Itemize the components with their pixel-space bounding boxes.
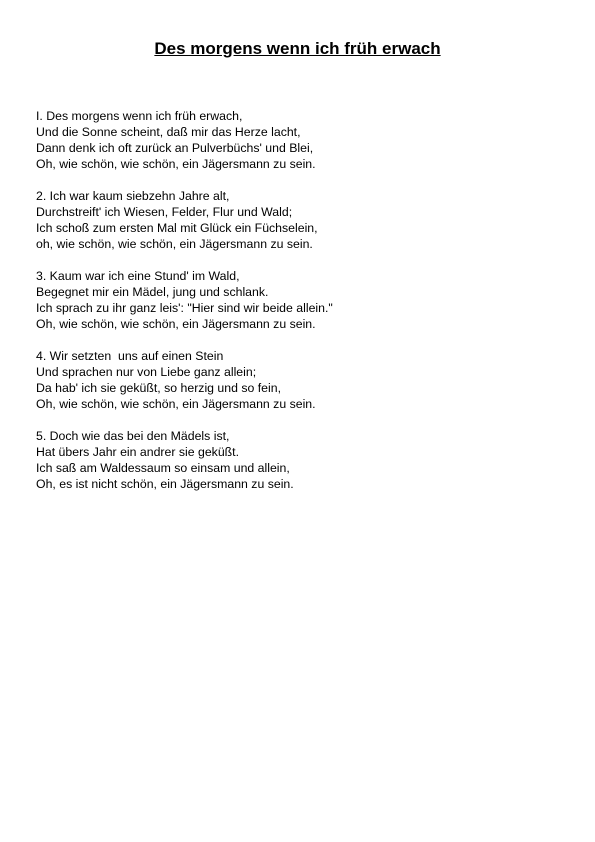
verse-line: 4. Wir setzten uns auf einen Stein: [36, 349, 224, 363]
verse-line: Oh, wie schön, wie schön, ein Jägersmann zu sein.: [36, 317, 316, 331]
stanza-1: [36, 108, 576, 172]
verse-line: Und sprachen nur von Liebe ganz allein;: [36, 365, 257, 379]
verse-line: 3. Kaum war ich eine Stund' im Wald,: [36, 269, 240, 283]
verse-line: oh, wie schön, wie schön, ein Jägersmann zu sein.: [36, 237, 313, 251]
verse-line: Dann denk ich oft zurück an Pulverbüchs' und Blei,: [36, 141, 314, 155]
verse-line: Ich saß am Waldessaum so einsam und allein,: [36, 461, 290, 475]
page-title: Des morgens wenn ich früh erwach: [154, 39, 441, 58]
verse-line: 5. Doch wie das bei den Mädels ist,: [36, 429, 230, 443]
verse-line: Oh, wie schön, wie schön, ein Jägersmann zu sein.: [36, 157, 316, 171]
verse-line: Und die Sonne scheint, daß mir das Herze lacht,: [36, 125, 301, 139]
verse-line: 2. Ich war kaum siebzehn Jahre alt,: [36, 189, 230, 203]
verse-line: Oh, wie schön, wie schön, ein Jägersmann zu sein.: [36, 397, 316, 411]
verses: [36, 108, 576, 508]
verse-line: Da hab' ich sie geküßt, so herzig und so fein,: [36, 381, 282, 395]
verse-line: I. Des morgens wenn ich früh erwach,: [36, 109, 243, 123]
verse-line: Hat übers Jahr ein andrer sie geküßt.: [36, 445, 240, 459]
stanza-4: [36, 348, 576, 412]
verse-line: Ich schoß zum ersten Mal mit Glück ein Füchselein,: [36, 221, 318, 235]
stanza-3: [36, 268, 576, 332]
verse-line: Begegnet mir ein Mädel, jung und schlank.: [36, 285, 269, 299]
verse-line: Ich sprach zu ihr ganz leis': "Hier sind wir beide allein.": [36, 301, 333, 315]
stanza-5: [36, 428, 576, 492]
verse-line: Durchstreift' ich Wiesen, Felder, Flur und Wald;: [36, 205, 293, 219]
stanza-2: [36, 188, 576, 252]
verse-line: Oh, es ist nicht schön, ein Jägersmann zu sein.: [36, 477, 294, 491]
